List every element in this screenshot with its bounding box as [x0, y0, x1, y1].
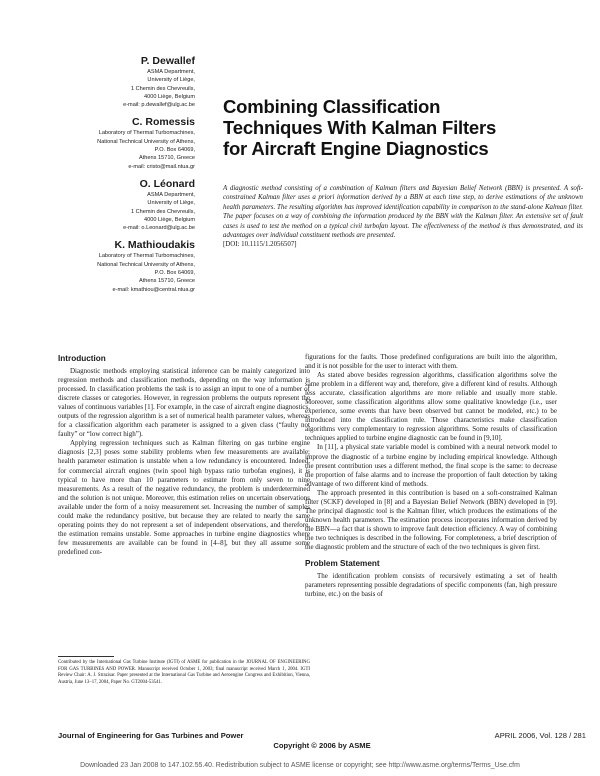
- author-name: O. Léonard: [139, 177, 195, 190]
- author-affiliation-line: ASMA Department,: [147, 69, 195, 75]
- author-affiliation-line: 1 Chemin des Chevreuils,: [130, 208, 195, 215]
- copyright: Copyright © 2006 by ASME: [273, 741, 371, 750]
- paper-title: [223, 96, 583, 159]
- download-notice: Downloaded 23 Jan 2008 to 147.102.55.40. Redistribution subject to ASME license or copyright; see http://www.asme.org/terms/Terms_Use.cfm: [80, 762, 520, 769]
- author-name: K. Mathioudakis: [114, 239, 195, 252]
- body-paragraph: The identification problem consists of recursively estimating a set of health parameters representing possible degradations of specific components (fan, high pressure turbine, etc.) on the basis of: [305, 572, 557, 599]
- author-email: e-mail: p.dewallef@ulg.ac.be: [123, 102, 195, 109]
- page-footer: [58, 731, 586, 755]
- footnote-divider: [58, 656, 114, 657]
- author-affiliation-line: Athens 15710, Greece: [139, 155, 195, 162]
- author-email: e-mail: cristo@mail.ntua.gr: [128, 163, 195, 170]
- author-affiliation-line: 1 Chemin des Chevreuils,: [130, 85, 195, 92]
- author-affiliation-line: Laboratory of Thermal Turbomachines,: [98, 130, 195, 137]
- author-email: e-mail: kmathiou@central.ntua.gr: [112, 286, 195, 293]
- body-paragraph: As stated above besides regression algorithms, classification algorithms solve the same problem in a different way and, therefore, give a different kind of results. Although less accurate, classification algorithms are more reliable and usually more stable. Moreover, some classification algorithms allow some qualitative knowledge (i.e., user experience, some events that have been observed but cannot be modeled, etc.) to be introduced into the classification rule. Those characteristics make classification algorithms very complementary to regression algorithms. Some results of classification techniques applied to turbine engine diagnostic can be found in [9,10].: [305, 371, 557, 443]
- author-affiliation-line: National Technical University of Athens,: [97, 138, 195, 145]
- body-paragraph: In [11], a physical state variable model is combined with a neural network model to improve the diagnostic of a turbine engine by including empirical knowledge. Although the present contribution uses a different method, the final scope is the same: to decrease the proportion of false alarms and to increase the proportion of fault detection by taking advantage of two different kind of methods.: [305, 443, 557, 488]
- body-paragraph: The approach presented in this contribution is based on a soft-constrained Kalman filter (SCKF) developed in [8] and a Bayesian Belief Network (BBN) developed in [9]. The principal diagnostic tool is the Kalman filter, which produces the estimations of the unknown health parameters. The estimation process incorporates information derived by the BBN—a fact that is shown to improve fault detection efficiency. A way of combining the two techniques is described in the following. For completeness, a brief description of the diagnostic problem and the structure of each of the two techniques is given first.: [305, 488, 557, 551]
- title-line: Techniques With Kalman Filters: [223, 117, 497, 138]
- author-affiliation-line: P.O. Box 64069,: [154, 147, 195, 154]
- author-affiliation-line: National Technical University of Athens,: [97, 261, 195, 268]
- author-affiliation-line: Athens 15710, Greece: [139, 278, 195, 285]
- title-line: Combining Classification: [223, 96, 441, 117]
- doi: [DOI: 10.1115/1.2056507]: [223, 241, 297, 249]
- section-heading-introduction: Introduction: [58, 354, 106, 363]
- author-affiliation-line: 4000 Liège, Belgium: [143, 93, 195, 100]
- abstract-text: A diagnostic method consisting of a combination of Kalman filters and Bayesian Belief Network (BBN) is presented. A soft-constrained Kalman filter uses a priori information derived by a BBN at each time step, to derive estimations of the unknown health parameters. The resulting algorithm has improved identification capability in comparison to the stand-alone Kalman filter. The paper focuses on a way of combining the information produced by the BBN with the Kalman filter. An extensive set of fault cases is used to test the method on a typical civil turbofan layout. The effectiveness of the method is thus demonstrated, and its advantages over individual constituent methods are presented.: [223, 185, 583, 240]
- author-block: [20, 239, 195, 293]
- author-block: [20, 178, 195, 232]
- author-affiliation-line: ASMA Department,: [147, 191, 195, 198]
- author-block: [20, 55, 195, 109]
- body-paragraph: Diagnostic methods employing statistical inference can be mainly categorized into regression methods and classification methods, depending on the way information is processed. In classification problems the task is to assign an input to one of a number of discrete classes or categories. However, in regression problems the outputs represent the values of continuous variables [1]. For example, in the case of aircraft engine diagnostics, outputs of the regression algorithm is a set of numerical health parameter values, whereas for a classification algorithm each parameter is assigned to a given class (“faulty not faulty” or “low correct high”).: [58, 367, 310, 439]
- author-affiliation-line: 4000 Liège, Belgium: [143, 216, 195, 223]
- body-column-right: [305, 353, 557, 599]
- body-paragraph: figurations for the faults. Those predefined configurations are built into the algorithm, and it is not possible for the user to interact with them.: [305, 353, 557, 371]
- footnote: Contributed by the International Gas Turbine Institute (IGTI) of ASME for publication in the JOURNAL OF ENGINEERING FOR GAS TURBINES AND POWER. Manuscript received October 1, 2003; final manuscript received March 1, 2004. IGTI Review Chair: A. J. Strazisar. Paper presented at the International Gas Turbine and Aeroengine Congress and Exhibition, Vienna, Austria, June 13–17, 2004, Paper No. GT2004-53541.: [58, 660, 310, 686]
- issue-info: APRIL 2006, Vol. 128 / 281: [494, 731, 586, 740]
- author-name: P. Dewallef: [140, 55, 195, 67]
- author-affiliation-line: University of Liège,: [147, 77, 195, 84]
- author-affiliation-line: University of Liège,: [147, 200, 195, 207]
- body-paragraph: Applying regression techniques such as Kalman filtering on gas turbine engine diagnosis [2,3] poses some stability problems when few measurements are available; health parameter estimation is unstable when a low redundancy is encountered. Indeed, for commercial aircraft engines (twin spool high bypass ratio turbofan engines), it is typical to have more than 10 parameters to estimate from only seven to nine measurements. As a result of the negative redundancy, the problem is underdetermined and the solution is not unique. Moreover, this estimation relies on uncertain observations available under the form of a noisy measurement set. Increasing the number of samples could make the redundancy positive, but because they are related to nearly the same operating points they do not represent a set of independent observations, and therefore, the estimation remains unstable. Some approaches in turbine engine diagnostics where few measurements are available can be found in [4–8], but they all assume some predefined con-: [58, 439, 310, 556]
- author-affiliation-line: Laboratory of Thermal Turbomachines,: [98, 253, 195, 260]
- author-email: e-mail: o.Leonard@ulg.ac.be: [123, 225, 195, 232]
- author-list: [20, 55, 195, 301]
- body-column-left: [58, 353, 310, 557]
- journal-name: Journal of Engineering for Gas Turbines and Power: [58, 731, 244, 740]
- title-line: for Aircraft Engine Diagnostics: [223, 138, 489, 159]
- author-affiliation-line: P.O. Box 64069,: [154, 270, 195, 277]
- author-block: [20, 116, 195, 170]
- author-name: C. Romessis: [131, 116, 195, 129]
- section-heading-problem-statement: Problem Statement: [305, 559, 380, 569]
- abstract: [223, 184, 583, 250]
